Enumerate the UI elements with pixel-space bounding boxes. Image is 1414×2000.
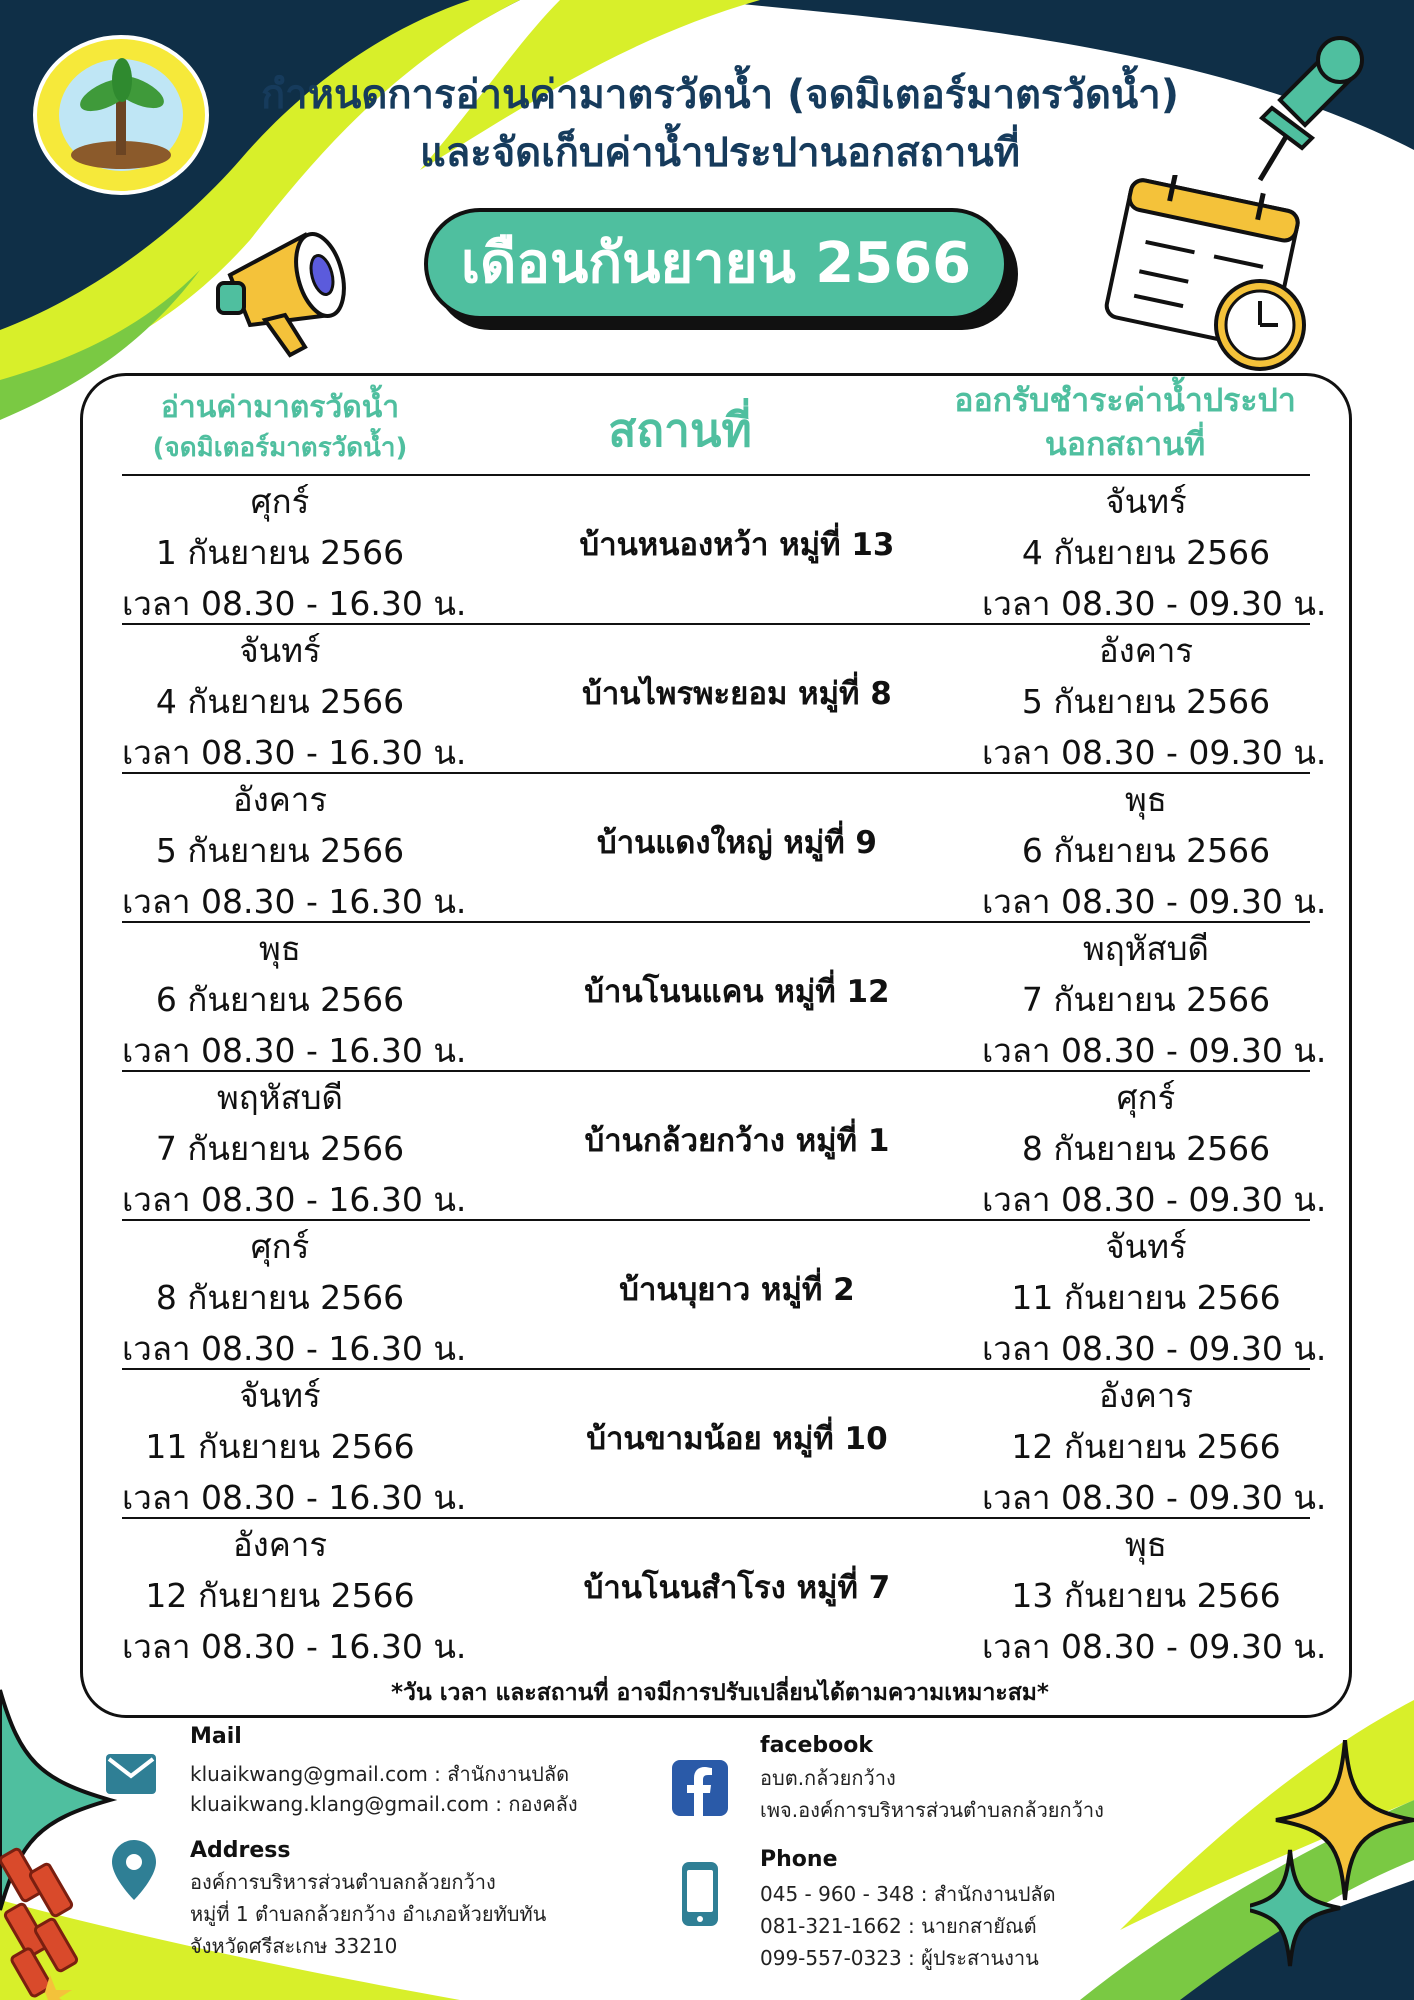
read-time: เวลา 08.30 - 16.30 น. (122, 1478, 467, 1517)
push-pin-icon (1250, 30, 1370, 190)
pay-day: อังคาร (1098, 1376, 1194, 1415)
read-time: เวลา 08.30 - 16.30 น. (122, 584, 467, 623)
schedule-note: *วัน เวลา และสถานที่ อาจมีการปรับเปลี่ยนได้ตามความเหมาะสม* (391, 1680, 1049, 1706)
table-row (122, 921, 1327, 1070)
pay-day: พฤหัสบดี (1082, 929, 1209, 968)
read-day: ศุกร์ (250, 482, 310, 521)
read-day: อังคาร (232, 1525, 328, 1564)
read-day: จันทร์ (239, 1376, 321, 1415)
facebook-title: facebook (760, 1733, 873, 1758)
read-date-cell (122, 774, 467, 927)
table-row (122, 1219, 1327, 1368)
read-date: 8 กันยายน 2566 (155, 1278, 405, 1317)
pay-time: เวลา 08.30 - 09.30 น. (982, 882, 1327, 921)
read-date-cell (122, 923, 467, 1076)
table-row (122, 623, 1327, 772)
organization-logo (26, 30, 216, 200)
payment-date-cell (982, 923, 1327, 1076)
pay-date: 6 กันยายน 2566 (1021, 831, 1271, 870)
pay-day: พุธ (1125, 780, 1167, 819)
phone-title: Phone (760, 1847, 838, 1872)
read-time: เวลา 08.30 - 16.30 น. (122, 882, 467, 921)
payment-date-cell (982, 625, 1327, 778)
read-time: เวลา 08.30 - 16.30 น. (122, 1329, 467, 1368)
read-day: พฤหัสบดี (216, 1078, 343, 1117)
read-date: 1 กันยายน 2566 (155, 533, 405, 572)
mail-title: Mail (190, 1724, 242, 1749)
mail-line-2[interactable]: kluaikwang.klang@gmail.com : กองคลัง (190, 1792, 578, 1816)
read-date-cell (122, 1370, 467, 1523)
pay-time: เวลา 08.30 - 09.30 น. (982, 1329, 1327, 1368)
column-header-payment-line1: ออกรับชำระค่าน้ำประปา (954, 381, 1296, 419)
pay-day: จันทร์ (1105, 482, 1187, 521)
table-row (122, 1517, 1327, 1666)
read-date-cell (122, 1221, 467, 1374)
payment-date-cell (982, 1221, 1327, 1374)
month-banner: เดือนกันยายน 2566 (424, 208, 1008, 320)
title-line-1: กำหนดการอ่านค่ามาตรวัดน้ำ (จดมิเตอร์มาตรวัดน้ำ) (260, 72, 1180, 118)
table-row (122, 1368, 1327, 1517)
address-line-3: จังหวัดศรีสะเกษ 33210 (190, 1934, 398, 1958)
read-date-cell (122, 1519, 467, 1672)
read-date: 6 กันยายน 2566 (155, 980, 405, 1019)
mail-line-1[interactable]: kluaikwang@gmail.com : สำนักงานปลัด (190, 1762, 570, 1786)
firecracker-decoration (0, 1650, 120, 2000)
facebook-line-2[interactable]: เพจ.องค์การบริหารส่วนตำบลกล้วยกว้าง (760, 1798, 1104, 1822)
address-title: Address (190, 1838, 291, 1863)
column-header-read-line2: (จดมิเตอร์มาตรวัดน้ำ) (152, 433, 408, 463)
place-cell: บ้านโนนสำโรง หมู่ที่ 7 (583, 1570, 891, 1606)
pay-date: 5 กันยายน 2566 (1021, 682, 1271, 721)
read-day: พุธ (259, 929, 301, 968)
phone-icon (682, 1862, 718, 1926)
payment-date-cell (982, 476, 1327, 629)
read-date-cell (122, 625, 467, 778)
pay-date: 4 กันยายน 2566 (1021, 533, 1271, 572)
payment-date-cell (982, 774, 1327, 927)
page-title (200, 66, 1240, 182)
pay-date: 12 กันยายน 2566 (1011, 1427, 1281, 1466)
place-cell: บ้านบุยาว หมู่ที่ 2 (619, 1272, 855, 1308)
column-header-place: สถานที่ (608, 403, 752, 457)
facebook-line-1[interactable]: อบต.กล้วยกว้าง (760, 1766, 896, 1790)
pay-day: อังคาร (1098, 631, 1194, 670)
read-date: 4 กันยายน 2566 (155, 682, 405, 721)
phone-line-3[interactable]: 099-557-0323 : ผู้ประสานงาน (760, 1946, 1039, 1970)
payment-date-cell (982, 1370, 1327, 1523)
clock-icon (1210, 275, 1310, 375)
sparkle-decoration (1250, 1740, 1414, 2000)
pay-date: 7 กันยายน 2566 (1021, 980, 1271, 1019)
read-date: 5 กันยายน 2566 (155, 831, 405, 870)
place-cell: บ้านกล้วยกว้าง หมู่ที่ 1 (584, 1123, 890, 1159)
pay-time: เวลา 08.30 - 09.30 น. (982, 1180, 1327, 1219)
pay-time: เวลา 08.30 - 09.30 น. (982, 1627, 1327, 1666)
read-day: อังคาร (232, 780, 328, 819)
pay-day: จันทร์ (1105, 1227, 1187, 1266)
pay-time: เวลา 08.30 - 09.30 น. (982, 584, 1327, 623)
megaphone-icon (210, 215, 370, 365)
read-time: เวลา 08.30 - 16.30 น. (122, 733, 467, 772)
read-date-cell (122, 1072, 467, 1225)
column-header-payment-line2: นอกสถานที่ (1044, 425, 1206, 463)
read-day: ศุกร์ (250, 1227, 310, 1266)
read-date-cell (122, 476, 467, 629)
place-cell: บ้านหนองหว้า หมู่ที่ 13 (579, 527, 895, 563)
place-cell: บ้านแดงใหญ่ หมู่ที่ 9 (597, 825, 877, 861)
read-time: เวลา 08.30 - 16.30 น. (122, 1627, 467, 1666)
payment-date-cell (982, 1072, 1327, 1225)
table-row (122, 474, 1327, 623)
pay-day: พุธ (1125, 1525, 1167, 1564)
facebook-icon (672, 1760, 728, 1816)
table-row (122, 772, 1327, 921)
address-line-1: องค์การบริหารส่วนตำบลกล้วยกว้าง (190, 1870, 496, 1894)
place-cell: บ้านโนนแคน หมู่ที่ 12 (584, 974, 890, 1010)
phone-line-2[interactable]: 081-321-1662 : นายกสายัณต์ (760, 1914, 1037, 1938)
schedule-rows (122, 474, 1327, 1666)
payment-date-cell (982, 1519, 1327, 1672)
address-line-2: หมู่ที่ 1 ตำบลกล้วยกว้าง อำเภอห้วยทับทัน (190, 1902, 547, 1926)
read-day: จันทร์ (239, 631, 321, 670)
mail-icon (106, 1754, 156, 1794)
column-header-read (100, 388, 460, 468)
title-line-2: และจัดเก็บค่าน้ำประปานอกสถานที่ (419, 130, 1021, 176)
place-cell: บ้านขามน้อย หมู่ที่ 10 (586, 1421, 888, 1457)
read-date: 7 กันยายน 2566 (155, 1129, 405, 1168)
read-date: 12 กันยายน 2566 (145, 1576, 415, 1615)
pay-date: 11 กันยายน 2566 (1011, 1278, 1281, 1317)
read-time: เวลา 08.30 - 16.30 น. (122, 1031, 467, 1070)
read-date: 11 กันยายน 2566 (145, 1427, 415, 1466)
location-pin-icon (112, 1840, 156, 1900)
pay-date: 8 กันยายน 2566 (1021, 1129, 1271, 1168)
place-cell: บ้านไพรพะยอม หมู่ที่ 8 (582, 676, 892, 712)
table-row (122, 1070, 1327, 1219)
phone-line-1[interactable]: 045 - 960 - 348 : สำนักงานปลัด (760, 1882, 1056, 1906)
pay-date: 13 กันยายน 2566 (1011, 1576, 1281, 1615)
column-header-read-line1: อ่านค่ามาตรวัดน้ำ (160, 390, 400, 425)
column-header-payment (940, 378, 1310, 466)
read-time: เวลา 08.30 - 16.30 น. (122, 1180, 467, 1219)
pay-time: เวลา 08.30 - 09.30 น. (982, 1031, 1327, 1070)
pay-time: เวลา 08.30 - 09.30 น. (982, 1478, 1327, 1517)
pay-day: ศุกร์ (1116, 1078, 1176, 1117)
pay-time: เวลา 08.30 - 09.30 น. (982, 733, 1327, 772)
